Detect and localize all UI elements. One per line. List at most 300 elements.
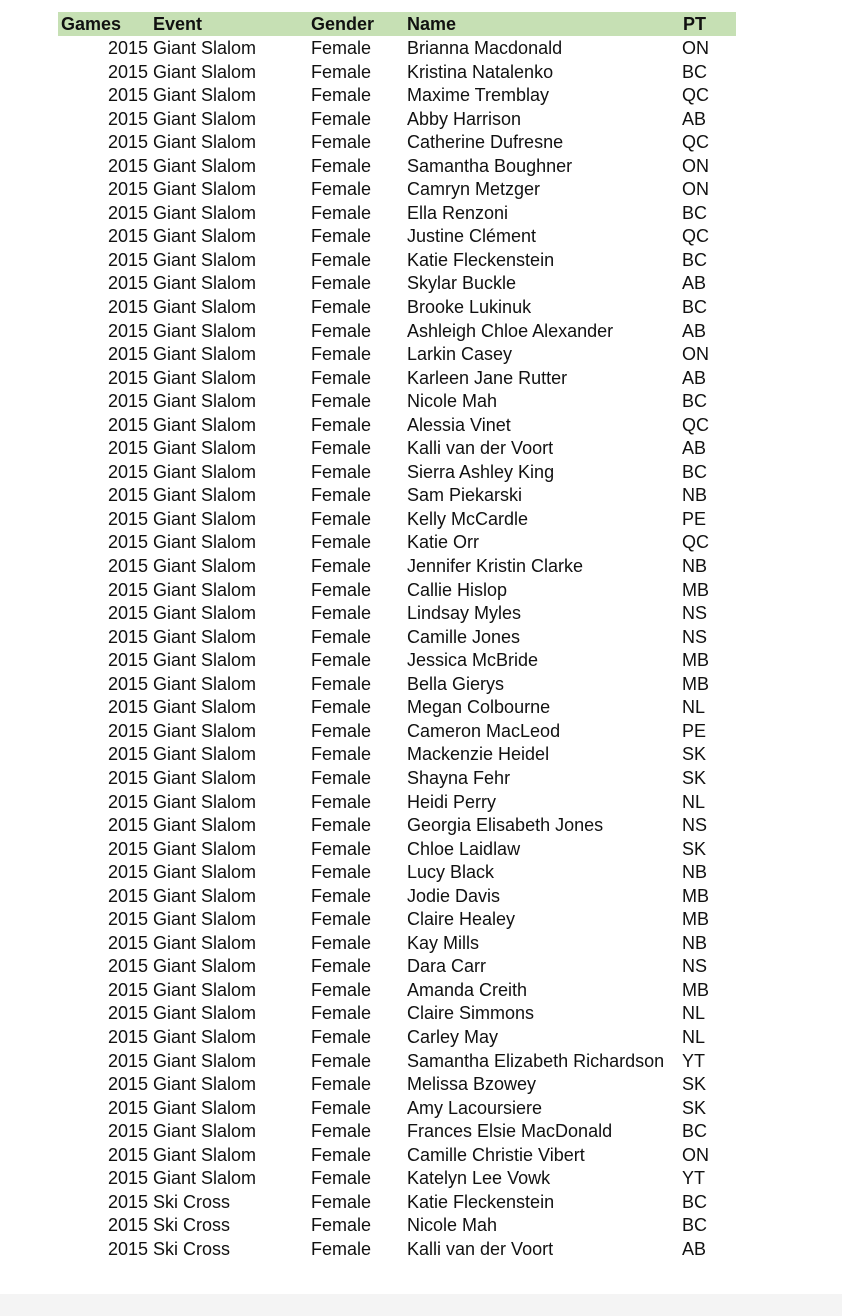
table-header bbox=[58, 12, 736, 36]
cell-games: 2015 bbox=[107, 61, 148, 82]
cell-gender: Female bbox=[311, 979, 372, 1000]
cell-name: Samantha Boughner bbox=[407, 155, 573, 176]
cell-gender: Female bbox=[311, 932, 372, 953]
cell-games: 2015 bbox=[107, 1215, 148, 1236]
table-row bbox=[58, 790, 736, 814]
cell-pt: NS bbox=[682, 603, 708, 624]
cell-pt: BC bbox=[682, 1121, 708, 1142]
table-row bbox=[58, 672, 736, 696]
cell-pt: QC bbox=[682, 414, 709, 435]
cell-event: Giant Slalom bbox=[153, 1050, 257, 1071]
table-row bbox=[58, 224, 736, 248]
cell-games: 2015 bbox=[107, 273, 148, 294]
cell-pt: BC bbox=[682, 391, 708, 412]
cell-games: 2015 bbox=[107, 1097, 148, 1118]
cell-event: Giant Slalom bbox=[153, 626, 257, 647]
cell-name: Catherine Dufresne bbox=[407, 132, 564, 153]
cell-name: Lucy Black bbox=[407, 862, 495, 883]
cell-gender: Female bbox=[311, 461, 372, 482]
cell-name: Dara Carr bbox=[407, 956, 487, 977]
cell-pt: AB bbox=[682, 320, 707, 341]
cell-gender: Female bbox=[311, 367, 372, 388]
cell-games: 2015 bbox=[107, 1121, 148, 1142]
cell-event: Giant Slalom bbox=[153, 956, 257, 977]
cell-event: Giant Slalom bbox=[153, 38, 257, 58]
table-row bbox=[58, 931, 736, 955]
cell-pt: NL bbox=[682, 1026, 706, 1047]
table-row bbox=[58, 319, 736, 343]
cell-gender: Female bbox=[311, 885, 372, 906]
cell-pt: BC bbox=[682, 1191, 708, 1212]
cell-event: Giant Slalom bbox=[153, 108, 257, 129]
cell-pt: ON bbox=[682, 344, 709, 365]
cell-name: Katie Orr bbox=[407, 532, 480, 553]
table-row bbox=[58, 742, 736, 766]
table-row bbox=[58, 36, 736, 60]
cell-games: 2015 bbox=[107, 132, 148, 153]
cell-gender: Female bbox=[311, 485, 372, 506]
cell-pt: MB bbox=[682, 650, 709, 671]
cell-event: Giant Slalom bbox=[153, 273, 257, 294]
cell-event: Giant Slalom bbox=[153, 838, 257, 859]
header-pt: PT bbox=[683, 14, 707, 34]
cell-games: 2015 bbox=[107, 461, 148, 482]
cell-pt: QC bbox=[682, 85, 709, 106]
cell-pt: BC bbox=[682, 297, 708, 318]
cell-games: 2015 bbox=[107, 650, 148, 671]
table-row bbox=[58, 107, 736, 131]
cell-games: 2015 bbox=[107, 438, 148, 459]
cell-gender: Female bbox=[311, 108, 372, 129]
cell-name: Chloe Laidlaw bbox=[407, 838, 521, 859]
cell-name: Samantha Elizabeth Richardson bbox=[407, 1050, 665, 1071]
table-row bbox=[58, 1143, 736, 1167]
cell-pt: ON bbox=[682, 179, 709, 200]
cell-event: Giant Slalom bbox=[153, 1003, 257, 1024]
cell-pt: SK bbox=[682, 1097, 707, 1118]
cell-event: Giant Slalom bbox=[153, 249, 257, 270]
header-games: Games bbox=[61, 14, 122, 34]
cell-pt: NS bbox=[682, 956, 708, 977]
cell-name: Amy Lacoursiere bbox=[407, 1097, 543, 1118]
cell-name: Kalli van der Voort bbox=[407, 1238, 554, 1259]
cell-name: Jodie Davis bbox=[407, 885, 501, 906]
cell-name: Jessica McBride bbox=[407, 650, 539, 671]
cell-name: Brooke Lukinuk bbox=[407, 297, 532, 318]
table-row bbox=[58, 1237, 736, 1261]
table-row bbox=[58, 83, 736, 107]
cell-event: Giant Slalom bbox=[153, 815, 257, 836]
cell-event: Giant Slalom bbox=[153, 744, 257, 765]
cell-name: Brianna Macdonald bbox=[407, 38, 563, 58]
cell-games: 2015 bbox=[107, 909, 148, 930]
cell-gender: Female bbox=[311, 626, 372, 647]
cell-games: 2015 bbox=[107, 603, 148, 624]
table-row bbox=[58, 1096, 736, 1120]
cell-event: Giant Slalom bbox=[153, 767, 257, 788]
cell-gender: Female bbox=[311, 1121, 372, 1142]
cell-name: Kay Mills bbox=[407, 932, 480, 953]
table-row bbox=[58, 413, 736, 437]
cell-event: Giant Slalom bbox=[153, 485, 257, 506]
cell-event: Giant Slalom bbox=[153, 1074, 257, 1095]
cell-games: 2015 bbox=[107, 838, 148, 859]
cell-games: 2015 bbox=[107, 767, 148, 788]
cell-name: Abby Harrison bbox=[407, 108, 522, 129]
cell-event: Giant Slalom bbox=[153, 932, 257, 953]
cell-pt: MB bbox=[682, 579, 709, 600]
cell-pt: BC bbox=[682, 1215, 708, 1236]
cell-name: Amanda Creith bbox=[407, 979, 528, 1000]
cell-gender: Female bbox=[311, 1191, 372, 1212]
cell-gender: Female bbox=[311, 1003, 372, 1024]
cell-name: Megan Colbourne bbox=[407, 697, 551, 718]
cell-gender: Female bbox=[311, 720, 372, 741]
cell-pt: NB bbox=[682, 862, 708, 883]
table-row bbox=[58, 342, 736, 366]
cell-name: Melissa Bzowey bbox=[407, 1074, 537, 1095]
cell-games: 2015 bbox=[107, 744, 148, 765]
cell-pt: SK bbox=[682, 838, 707, 859]
cell-pt: NL bbox=[682, 791, 706, 812]
cell-pt: ON bbox=[682, 155, 709, 176]
table-row bbox=[58, 1049, 736, 1073]
cell-pt: YT bbox=[682, 1050, 706, 1071]
cell-pt: AB bbox=[682, 273, 707, 294]
cell-pt: QC bbox=[682, 532, 709, 553]
cell-games: 2015 bbox=[107, 720, 148, 741]
cell-games: 2015 bbox=[107, 1238, 148, 1259]
cell-games: 2015 bbox=[107, 579, 148, 600]
cell-games: 2015 bbox=[107, 1003, 148, 1024]
cell-gender: Female bbox=[311, 85, 372, 106]
cell-games: 2015 bbox=[107, 226, 148, 247]
cell-games: 2015 bbox=[107, 1026, 148, 1047]
header-name: Name bbox=[407, 14, 457, 34]
cell-name: Shayna Fehr bbox=[407, 767, 511, 788]
table-body bbox=[58, 36, 736, 1260]
cell-event: Giant Slalom bbox=[153, 556, 257, 577]
cell-event: Giant Slalom bbox=[153, 226, 257, 247]
cell-name: Kalli van der Voort bbox=[407, 438, 554, 459]
cell-pt: BC bbox=[682, 61, 708, 82]
cell-pt: PE bbox=[682, 720, 707, 741]
table-row bbox=[58, 578, 736, 602]
cell-name: Lindsay Myles bbox=[407, 603, 522, 624]
cell-pt: SK bbox=[682, 767, 707, 788]
header-gender: Gender bbox=[311, 14, 375, 34]
cell-event: Giant Slalom bbox=[153, 1097, 257, 1118]
cell-name: Karleen Jane Rutter bbox=[407, 367, 568, 388]
table-row bbox=[58, 1025, 736, 1049]
cell-name: Bella Gierys bbox=[407, 673, 505, 694]
cell-event: Giant Slalom bbox=[153, 650, 257, 671]
table-row bbox=[58, 601, 736, 625]
cell-name: Jennifer Kristin Clarke bbox=[407, 556, 584, 577]
cell-name: Justine Clément bbox=[407, 226, 537, 247]
cell-name: Alessia Vinet bbox=[407, 414, 511, 435]
table-row bbox=[58, 719, 736, 743]
table-row bbox=[58, 766, 736, 790]
table-row bbox=[58, 1072, 736, 1096]
cell-pt: NL bbox=[682, 1003, 706, 1024]
cell-pt: MB bbox=[682, 909, 709, 930]
cell-event: Ski Cross bbox=[153, 1191, 231, 1212]
cell-gender: Female bbox=[311, 249, 372, 270]
cell-event: Giant Slalom bbox=[153, 320, 257, 341]
cell-games: 2015 bbox=[107, 367, 148, 388]
cell-event: Giant Slalom bbox=[153, 697, 257, 718]
cell-gender: Female bbox=[311, 862, 372, 883]
table-row bbox=[58, 295, 736, 319]
cell-games: 2015 bbox=[107, 508, 148, 529]
cell-gender: Female bbox=[311, 1215, 372, 1236]
cell-gender: Female bbox=[311, 1238, 372, 1259]
cell-gender: Female bbox=[311, 791, 372, 812]
cell-pt: MB bbox=[682, 673, 709, 694]
cell-pt: QC bbox=[682, 226, 709, 247]
cell-games: 2015 bbox=[107, 556, 148, 577]
cell-pt: NB bbox=[682, 485, 708, 506]
cell-gender: Female bbox=[311, 61, 372, 82]
cell-gender: Female bbox=[311, 744, 372, 765]
cell-games: 2015 bbox=[107, 85, 148, 106]
cell-event: Giant Slalom bbox=[153, 1121, 257, 1142]
cell-name: Heidi Perry bbox=[407, 791, 497, 812]
cell-games: 2015 bbox=[107, 1074, 148, 1095]
cell-pt: MB bbox=[682, 979, 709, 1000]
cell-pt: ON bbox=[682, 1144, 709, 1165]
cell-event: Giant Slalom bbox=[153, 909, 257, 930]
cell-gender: Female bbox=[311, 603, 372, 624]
cell-gender: Female bbox=[311, 391, 372, 412]
cell-name: Camille Jones bbox=[407, 626, 521, 647]
cell-games: 2015 bbox=[107, 862, 148, 883]
cell-event: Giant Slalom bbox=[153, 1144, 257, 1165]
cell-gender: Female bbox=[311, 956, 372, 977]
cell-games: 2015 bbox=[107, 815, 148, 836]
cell-gender: Female bbox=[311, 155, 372, 176]
table-row bbox=[58, 1001, 736, 1025]
cell-gender: Female bbox=[311, 38, 372, 58]
cell-pt: BC bbox=[682, 202, 708, 223]
cell-name: Kristina Natalenko bbox=[407, 61, 554, 82]
cell-gender: Female bbox=[311, 202, 372, 223]
cell-games: 2015 bbox=[107, 1144, 148, 1165]
cell-games: 2015 bbox=[107, 979, 148, 1000]
cell-event: Giant Slalom bbox=[153, 673, 257, 694]
cell-name: Callie Hislop bbox=[407, 579, 508, 600]
cell-pt: AB bbox=[682, 367, 707, 388]
cell-name: Nicole Mah bbox=[407, 1215, 498, 1236]
header-event: Event bbox=[153, 14, 203, 34]
cell-event: Giant Slalom bbox=[153, 720, 257, 741]
cell-games: 2015 bbox=[107, 791, 148, 812]
cell-gender: Female bbox=[311, 767, 372, 788]
cell-event: Giant Slalom bbox=[153, 979, 257, 1000]
cell-pt: AB bbox=[682, 108, 707, 129]
cell-name: Katelyn Lee Vowk bbox=[407, 1168, 551, 1189]
table-row bbox=[58, 530, 736, 554]
cell-pt: NB bbox=[682, 932, 708, 953]
table-row bbox=[58, 1213, 736, 1237]
cell-gender: Female bbox=[311, 838, 372, 859]
cell-event: Giant Slalom bbox=[153, 85, 257, 106]
cell-event: Giant Slalom bbox=[153, 367, 257, 388]
table-row bbox=[58, 648, 736, 672]
cell-event: Giant Slalom bbox=[153, 603, 257, 624]
cell-games: 2015 bbox=[107, 344, 148, 365]
table-row bbox=[58, 625, 736, 649]
cell-games: 2015 bbox=[107, 956, 148, 977]
cell-name: Nicole Mah bbox=[407, 391, 498, 412]
cell-pt: MB bbox=[682, 885, 709, 906]
cell-event: Giant Slalom bbox=[153, 508, 257, 529]
cell-gender: Female bbox=[311, 320, 372, 341]
results-table bbox=[58, 12, 736, 1260]
cell-name: Camille Christie Vibert bbox=[407, 1144, 585, 1165]
cell-event: Giant Slalom bbox=[153, 202, 257, 223]
cell-pt: QC bbox=[682, 132, 709, 153]
cell-gender: Female bbox=[311, 438, 372, 459]
table-row bbox=[58, 884, 736, 908]
cell-event: Giant Slalom bbox=[153, 579, 257, 600]
cell-games: 2015 bbox=[107, 179, 148, 200]
table-row bbox=[58, 860, 736, 884]
cell-gender: Female bbox=[311, 909, 372, 930]
cell-event: Giant Slalom bbox=[153, 61, 257, 82]
cell-pt: PE bbox=[682, 508, 707, 529]
cell-pt: AB bbox=[682, 438, 707, 459]
cell-gender: Female bbox=[311, 414, 372, 435]
cell-name: Larkin Casey bbox=[407, 344, 513, 365]
table-row bbox=[58, 695, 736, 719]
cell-event: Giant Slalom bbox=[153, 132, 257, 153]
cell-gender: Female bbox=[311, 226, 372, 247]
table-row bbox=[58, 248, 736, 272]
cell-gender: Female bbox=[311, 579, 372, 600]
table-row bbox=[58, 130, 736, 154]
cell-event: Giant Slalom bbox=[153, 885, 257, 906]
cell-games: 2015 bbox=[107, 885, 148, 906]
cell-pt: NS bbox=[682, 815, 708, 836]
cell-gender: Female bbox=[311, 508, 372, 529]
table-row bbox=[58, 177, 736, 201]
cell-name: Ella Renzoni bbox=[407, 202, 509, 223]
table-row bbox=[58, 460, 736, 484]
cell-name: Katie Fleckenstein bbox=[407, 249, 555, 270]
cell-name: Claire Healey bbox=[407, 909, 516, 930]
table-row bbox=[58, 154, 736, 178]
cell-name: Sierra Ashley King bbox=[407, 461, 555, 482]
table-row bbox=[58, 60, 736, 84]
cell-pt: NS bbox=[682, 626, 708, 647]
cell-games: 2015 bbox=[107, 249, 148, 270]
cell-games: 2015 bbox=[107, 1168, 148, 1189]
cell-name: Frances Elsie MacDonald bbox=[407, 1121, 613, 1142]
table-row bbox=[58, 978, 736, 1002]
cell-name: Claire Simmons bbox=[407, 1003, 535, 1024]
cell-name: Camryn Metzger bbox=[407, 179, 541, 200]
cell-games: 2015 bbox=[107, 155, 148, 176]
cell-pt: SK bbox=[682, 744, 707, 765]
cell-pt: BC bbox=[682, 249, 708, 270]
cell-games: 2015 bbox=[107, 932, 148, 953]
cell-gender: Female bbox=[311, 532, 372, 553]
cell-games: 2015 bbox=[107, 532, 148, 553]
cell-gender: Female bbox=[311, 297, 372, 318]
cell-event: Giant Slalom bbox=[153, 1026, 257, 1047]
cell-gender: Female bbox=[311, 556, 372, 577]
table-row bbox=[58, 436, 736, 460]
page-footer-strip bbox=[0, 1294, 842, 1316]
table-row bbox=[58, 837, 736, 861]
cell-gender: Female bbox=[311, 697, 372, 718]
cell-pt: ON bbox=[682, 38, 709, 58]
cell-name: Kelly McCardle bbox=[407, 508, 529, 529]
cell-event: Ski Cross bbox=[153, 1215, 231, 1236]
table-row bbox=[58, 554, 736, 578]
cell-event: Giant Slalom bbox=[153, 791, 257, 812]
cell-name: Cameron MacLeod bbox=[407, 720, 561, 741]
table-row bbox=[58, 1166, 736, 1190]
cell-gender: Female bbox=[311, 1144, 372, 1165]
cell-pt: NB bbox=[682, 556, 708, 577]
cell-event: Giant Slalom bbox=[153, 1168, 257, 1189]
table-row bbox=[58, 954, 736, 978]
cell-games: 2015 bbox=[107, 414, 148, 435]
cell-gender: Female bbox=[311, 344, 372, 365]
table-row bbox=[58, 483, 736, 507]
cell-gender: Female bbox=[311, 1074, 372, 1095]
table-row bbox=[58, 271, 736, 295]
cell-event: Ski Cross bbox=[153, 1238, 231, 1259]
table-row bbox=[58, 1190, 736, 1214]
cell-games: 2015 bbox=[107, 202, 148, 223]
cell-name: Katie Fleckenstein bbox=[407, 1191, 555, 1212]
cell-event: Giant Slalom bbox=[153, 344, 257, 365]
cell-pt: AB bbox=[682, 1238, 707, 1259]
cell-event: Giant Slalom bbox=[153, 391, 257, 412]
cell-name: Carley May bbox=[407, 1026, 499, 1047]
table-row bbox=[58, 907, 736, 931]
cell-name: Maxime Tremblay bbox=[407, 85, 550, 106]
cell-games: 2015 bbox=[107, 626, 148, 647]
cell-pt: YT bbox=[682, 1168, 706, 1189]
cell-event: Giant Slalom bbox=[153, 414, 257, 435]
table-row bbox=[58, 507, 736, 531]
cell-games: 2015 bbox=[107, 697, 148, 718]
cell-event: Giant Slalom bbox=[153, 438, 257, 459]
cell-games: 2015 bbox=[107, 38, 148, 58]
cell-games: 2015 bbox=[107, 391, 148, 412]
cell-gender: Female bbox=[311, 132, 372, 153]
cell-name: Skylar Buckle bbox=[407, 273, 517, 294]
cell-event: Giant Slalom bbox=[153, 297, 257, 318]
cell-event: Giant Slalom bbox=[153, 862, 257, 883]
cell-games: 2015 bbox=[107, 485, 148, 506]
cell-pt: BC bbox=[682, 461, 708, 482]
cell-name: Mackenzie Heidel bbox=[407, 744, 550, 765]
cell-pt: NL bbox=[682, 697, 706, 718]
cell-gender: Female bbox=[311, 815, 372, 836]
cell-games: 2015 bbox=[107, 320, 148, 341]
cell-event: Giant Slalom bbox=[153, 461, 257, 482]
cell-games: 2015 bbox=[107, 297, 148, 318]
cell-event: Giant Slalom bbox=[153, 155, 257, 176]
cell-name: Georgia Elisabeth Jones bbox=[407, 815, 604, 836]
table-row bbox=[58, 813, 736, 837]
